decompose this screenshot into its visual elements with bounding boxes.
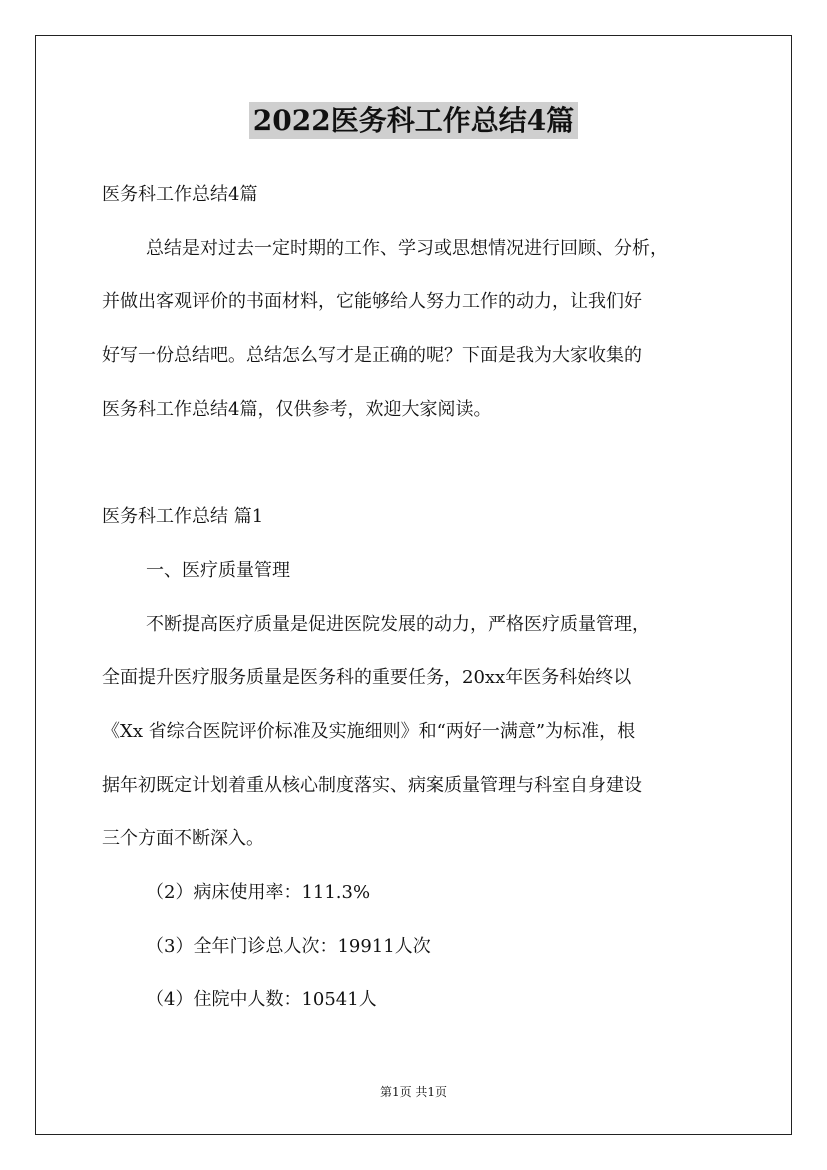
intro-line: 并做出客观评价的书面材料，它能够给人努力工作的动力，让我们好 [102,291,642,313]
paragraph-line: 《Xx 省综合医院评价标准及实施细则》和“两好一满意”为标准，根 [102,720,636,742]
intro-line: 医务科工作总结4篇，仅供参考，欢迎大家阅读。 [102,398,492,420]
page-footer [0,1083,827,1101]
intro-line: 总结是对过去一定时期的工作、学习或思想情况进行回顾、分析， [146,237,668,259]
stat-line: （4）住院中人数：10541人 [146,989,377,1011]
paragraph-line: 全面提升医疗服务质量是医务科的重要任务，20xx年医务科始终以 [102,667,632,689]
document-title [0,101,827,141]
paragraph-line: 三个方面不断深入。 [102,828,264,850]
document-body [102,168,742,1027]
intro-line: 好写一份总结吧。总结怎么写才是正确的呢？下面是我为大家收集的 [102,345,642,367]
section-heading: 医务科工作总结 篇1 [102,506,264,528]
stat-line: （2）病床使用率：111.3% [146,881,371,903]
stat-line: （3）全年门诊总人次：19911人次 [146,935,431,957]
page-number: 第1页 共1页 [379,1085,448,1099]
document-subtitle: 医务科工作总结4篇 [102,184,258,205]
paragraph-gap [102,436,742,490]
subheading: 一、医疗质量管理 [146,559,290,581]
document-title-text: 2022医务科工作总结4篇 [249,102,578,139]
paragraph-line: 据年初既定计划着重从核心制度落实、病案质量管理与科室自身建设 [102,774,642,796]
paragraph-line: 不断提高医疗质量是促进医院发展的动力，严格医疗质量管理， [146,613,650,635]
